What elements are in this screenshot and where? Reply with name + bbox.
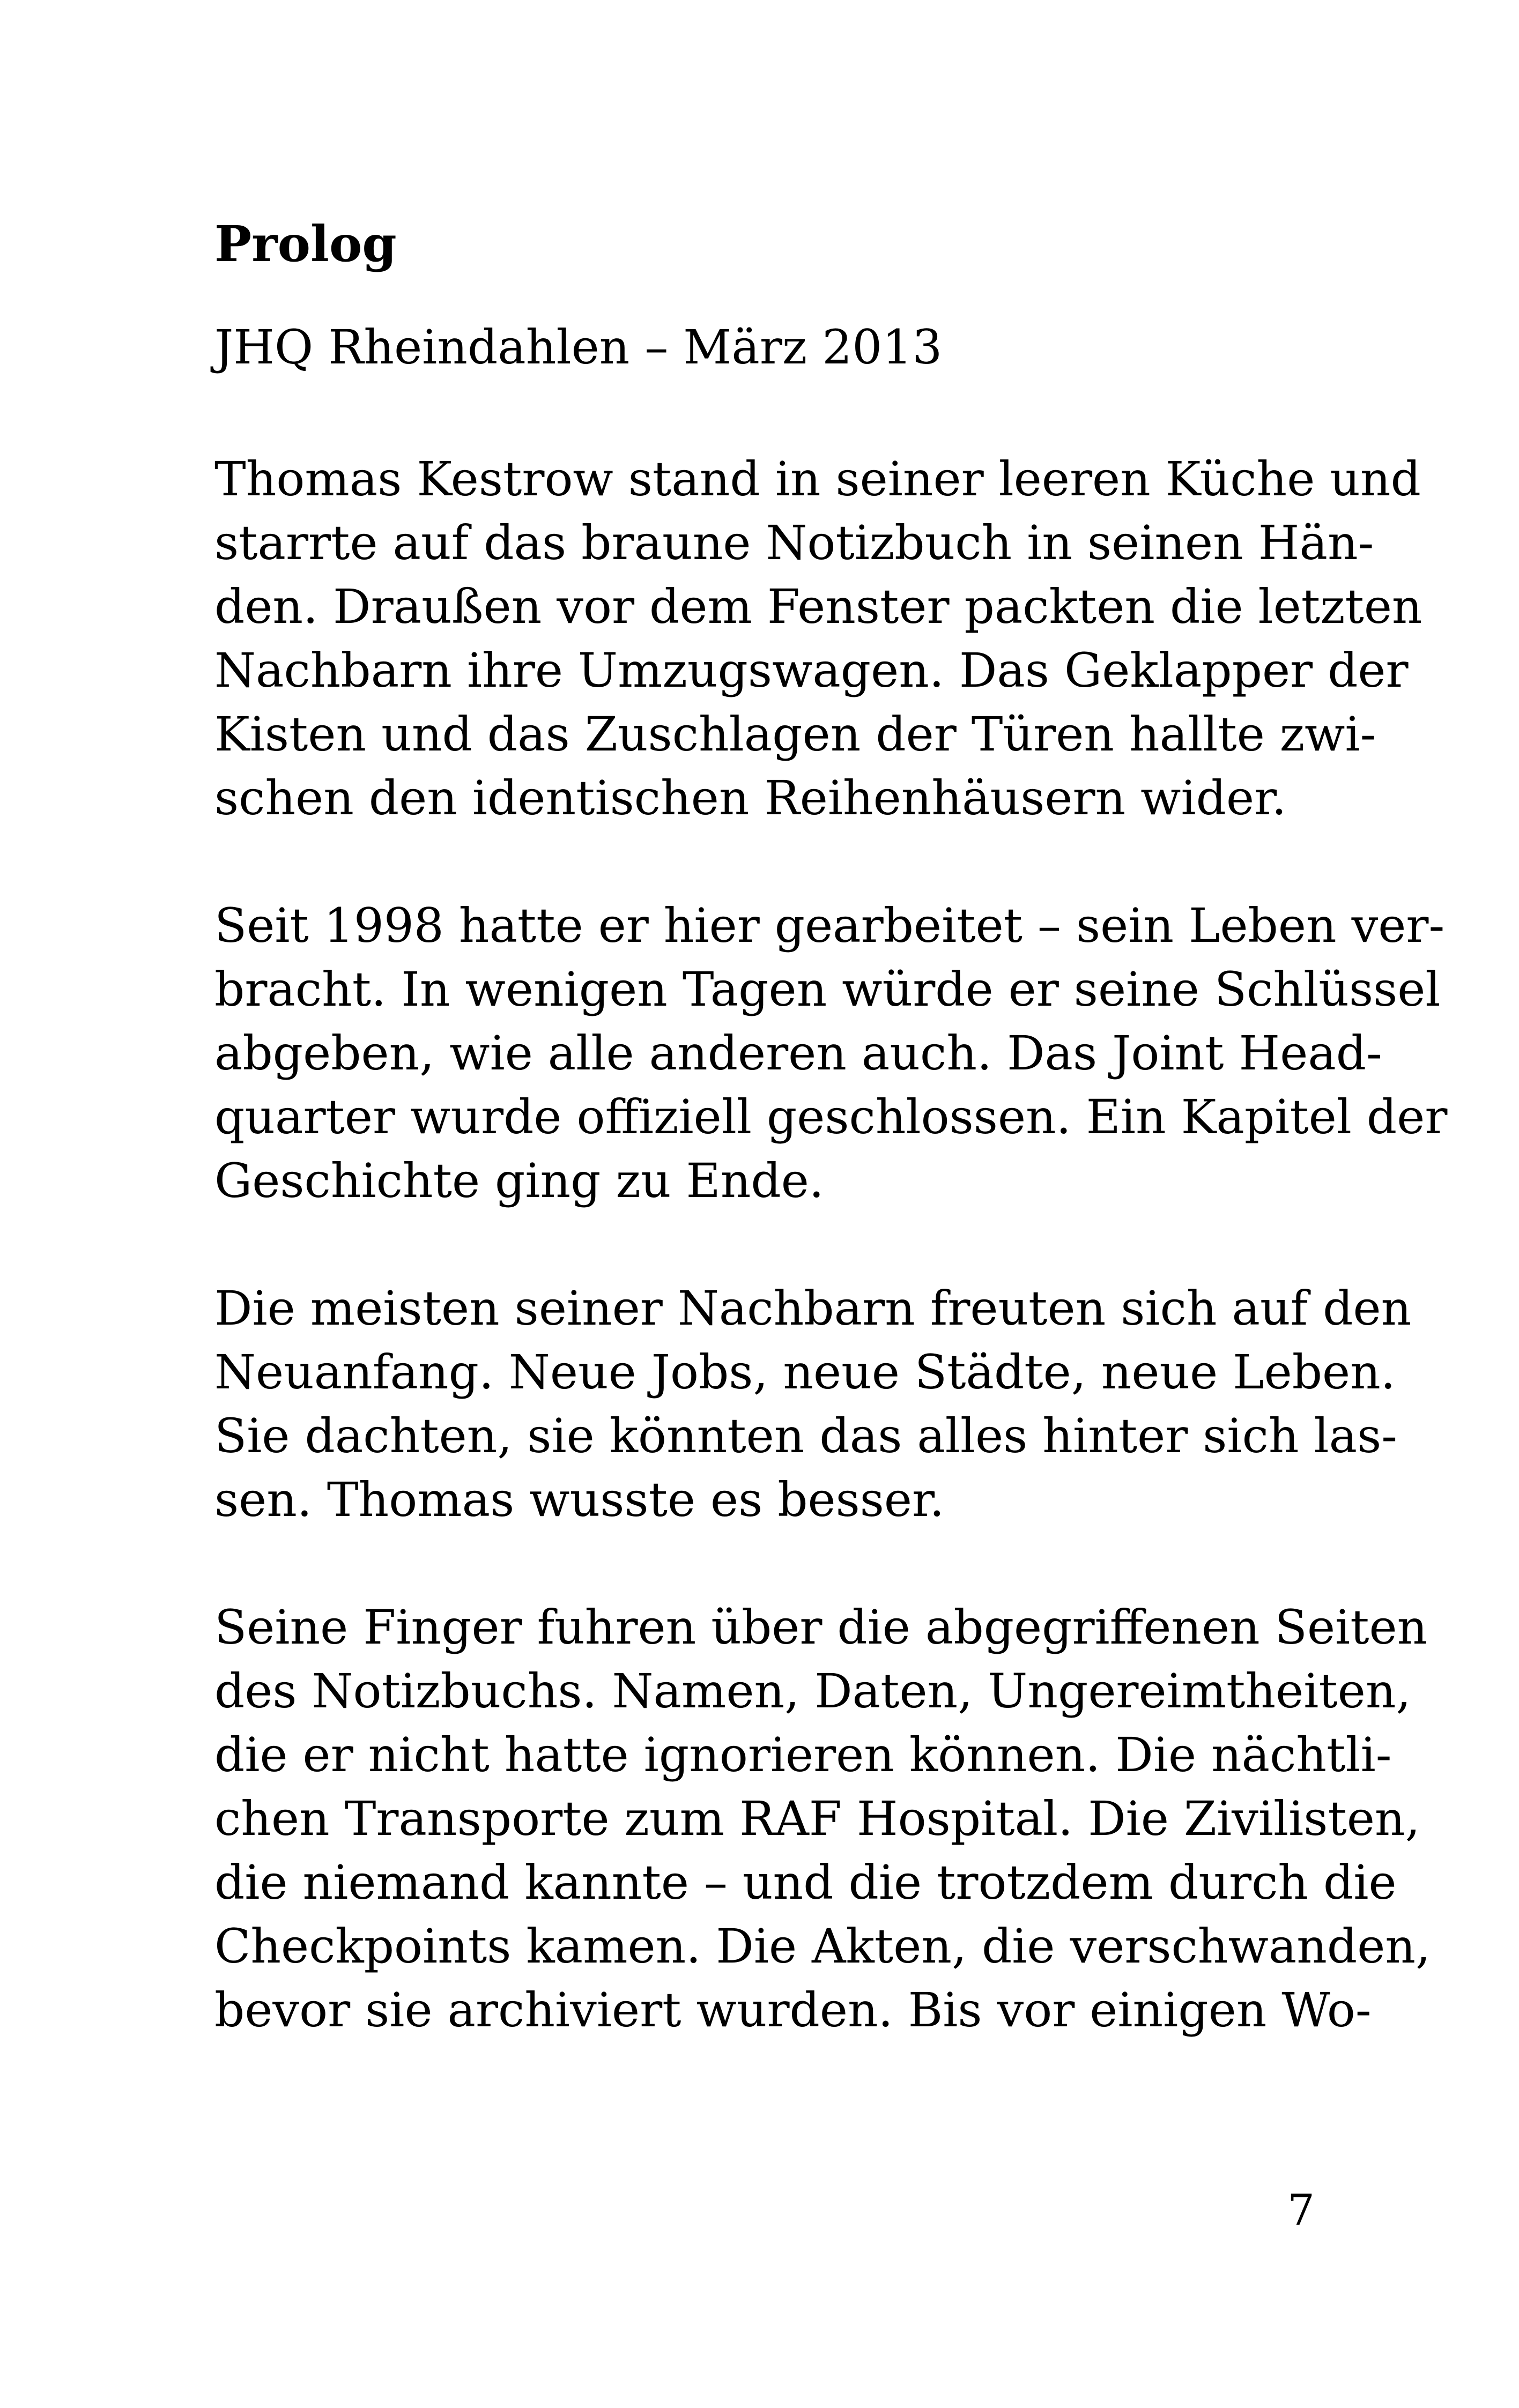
text-line: Seit 1998 hatte er hier gearbeitet – sein Leben ver- [214, 898, 1445, 953]
text-line: Sie dachten, sie könnten das alles hinter sich las- [214, 1408, 1398, 1463]
body-text [214, 447, 1448, 2042]
chapter-title: Prolog [214, 215, 397, 273]
text-line: die niemand kannte – und die trotzdem durch die [214, 1855, 1397, 1910]
text-line: sen. Thomas wusste es besser. [214, 1472, 945, 1527]
book-page [214, 214, 1448, 2106]
text-line: Geschichte ging zu Ende. [214, 1153, 824, 1208]
page-number: 7 [1287, 2185, 1315, 2235]
text-line: Checkpoints kamen. Die Akten, die verschwanden, [214, 1919, 1431, 1974]
text-line: Die meisten seiner Nachbarn freuten sich auf den [214, 1281, 1412, 1336]
text-line: bracht. In wenigen Tagen würde er seine Schlüssel [214, 962, 1441, 1017]
text-line: die er nicht hatte ignorieren können. Die nächtli- [214, 1727, 1392, 1782]
place-date-line: JHQ Rheindahlen – März 2013 [214, 319, 943, 375]
text-line: Kisten und das Zuschlagen der Türen hallte zwi- [214, 707, 1376, 762]
text-line: schen den identischen Reihenhäusern wider. [214, 770, 1287, 826]
text-line: Nachbarn ihre Umzugswagen. Das Geklapper der [214, 643, 1409, 698]
text-line: chen Transporte zum RAF Hospital. Die Zivilisten, [214, 1791, 1420, 1846]
paragraph-4 [214, 1595, 1431, 2042]
text-line: quarter wurde offiziell geschlossen. Ein Kapitel der [214, 1089, 1448, 1144]
text-line: des Notizbuchs. Namen, Daten, Ungereimtheiten, [214, 1663, 1411, 1719]
paragraph-3 [214, 1276, 1412, 1532]
text-line: bevor sie archiviert wurden. Bis vor einigen Wo- [214, 1982, 1372, 2038]
text-line: Thomas Kestrow stand in seiner leeren Küche und [214, 451, 1421, 507]
text-line: starrte auf das braune Notizbuch in seinen Hän- [214, 515, 1374, 570]
text-line: Seine Finger fuhren über die abgegriffenen Seiten [214, 1600, 1428, 1655]
paragraph-1 [214, 447, 1422, 830]
text-line: den. Draußen vor dem Fenster packten die letzten [214, 579, 1422, 634]
text-line: Neuanfang. Neue Jobs, neue Städte, neue Leben. [214, 1344, 1396, 1400]
text-line: abgeben, wie alle anderen auch. Das Joint Head- [214, 1025, 1382, 1081]
paragraph-2 [214, 894, 1448, 1213]
